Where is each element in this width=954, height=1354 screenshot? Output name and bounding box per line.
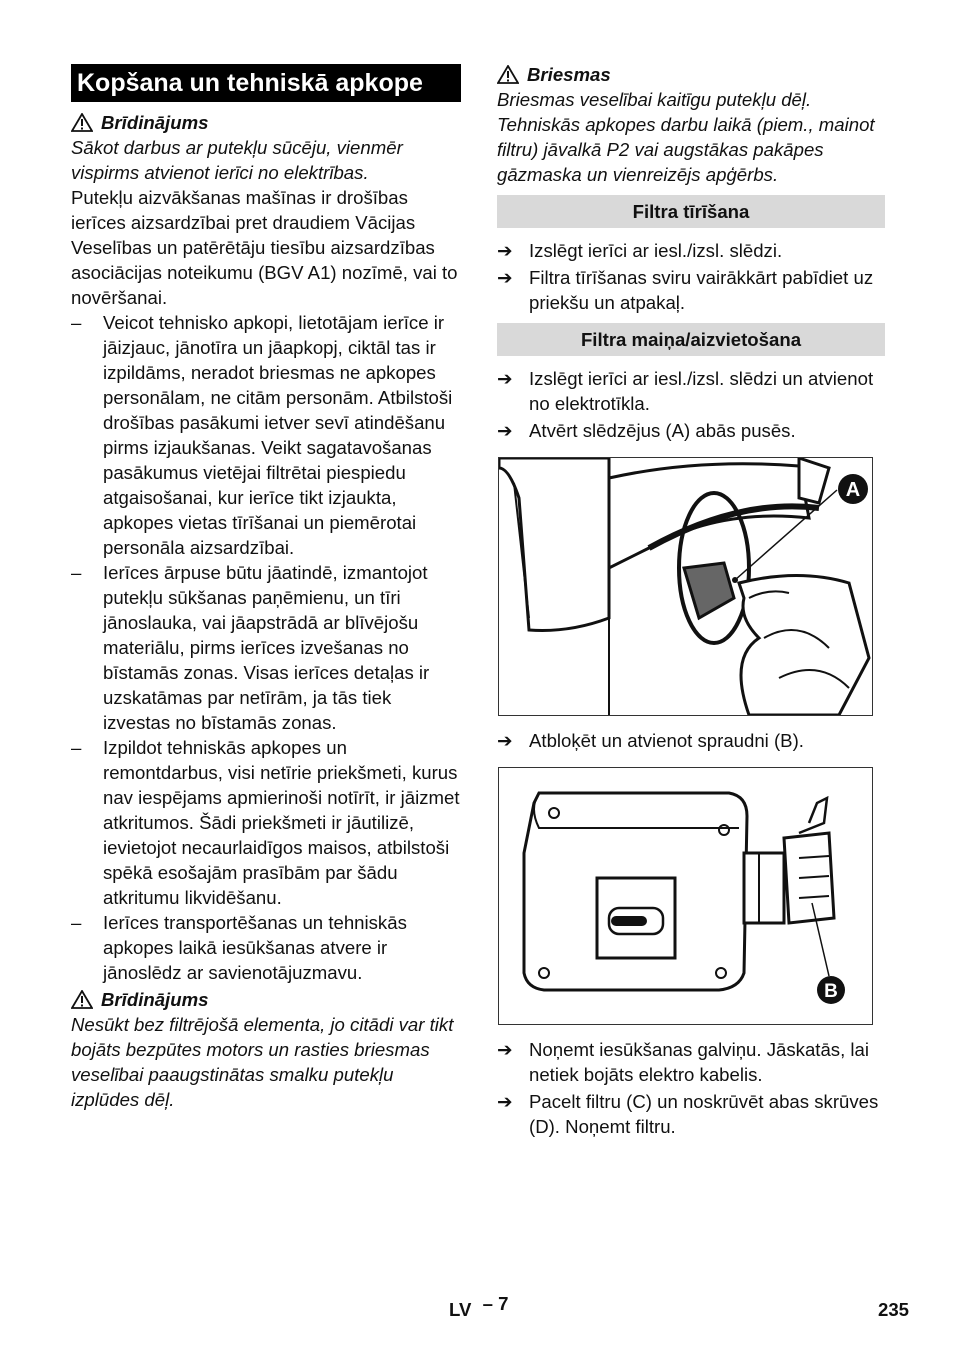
- step-item: [497, 238, 885, 263]
- arrow-icon: ➔: [497, 730, 513, 751]
- latch-illustration: [499, 458, 872, 715]
- step-text: Filtra tīrīšanas sviru vairākkārt pabīdiet uz priekšu un atpakaļ.: [529, 267, 874, 313]
- step-item: [497, 366, 885, 416]
- dash-bullet: –: [71, 562, 82, 583]
- dash-bullet: –: [71, 912, 82, 933]
- arrow-icon: ➔: [497, 368, 513, 389]
- footer-page-ref: – 7: [482, 1293, 509, 1314]
- step-item: [497, 265, 885, 315]
- subheading-filter-replacement: Filtra maiņa/aizvietošana: [497, 323, 885, 356]
- section-title: Kopšana un tehniskā apkope: [71, 64, 461, 102]
- warning-label: Brīdinājums: [101, 112, 209, 133]
- danger-label: Briesmas: [527, 64, 611, 85]
- step-item: [497, 1089, 885, 1139]
- danger-heading: [497, 62, 885, 87]
- arrow-icon: ➔: [497, 267, 513, 288]
- warning-triangle-icon: [71, 990, 93, 1009]
- dash-bullet: –: [71, 737, 82, 758]
- list-item: [71, 310, 461, 560]
- step-text: Izslēgt ierīci ar iesl./izsl. slēdzi.: [529, 240, 783, 261]
- list-item-text: Veicot tehnisko apkopi, lietotājam ierīce ir jāizjauc, jānotīra un jāapkopj, ciktāl tas ir izpildāms, neradot briesmas ne apkopes personālam, ne citām personām. Atbilstoši drošības pasākumi ietver sevī atindēšanu pirms izjaukšanas. Veikt sagatavošanas pasākumus vietējai filtrētai piespiedu atgaisošanai, kur ierīce tikt izjaukta, apkopes vietas tīrīšanai un piemērotai personāla aizsardzībai.: [103, 312, 453, 558]
- callout-label-b: B: [824, 981, 838, 1002]
- step-text: Atvērt slēdzējus (A) abās pusēs.: [529, 420, 796, 441]
- arrow-icon: ➔: [497, 420, 513, 441]
- danger-text: Briesmas veselībai kaitīgu putekļu dēļ. Tehniskās apkopes darbu laikā (piem., mainot filtru) jāvalkā P2 vai augstākas pakāpes gāzmaska un vienreizējs apģērbs.: [497, 89, 875, 185]
- arrow-icon: ➔: [497, 1039, 513, 1060]
- right-column: [497, 60, 885, 1141]
- footer-lang-code: LV: [449, 1299, 472, 1320]
- arrow-icon: ➔: [497, 240, 513, 261]
- warning-text: Sākot darbus ar putekļu sūcēju, vienmēr vispirms atvienot ierīci no elektrības.: [71, 137, 403, 183]
- list-item-text: Izpildot tehniskās apkopes un remontdarbus, visi netīrie priekšmeti, kurus nav iespējams apmierinoši notīrīt, ir jāizmet atkritumos. Šādi priekšmeti ir jāutilizē, ievietojot necaurlaidīgos maisos, atbilstoši spēkā esošajām prasībām par šādu atkritumu likvidēšanu.: [103, 737, 460, 908]
- warning-heading-1: [71, 110, 461, 135]
- subheading-filter-cleaning: Filtra tīrīšana: [497, 195, 885, 228]
- step-text: Pacelt filtru (C) un noskrūvēt abas skrūves (D). Noņemt filtru.: [529, 1091, 879, 1137]
- list-item-text: Ierīces transportēšanas un tehniskās apkopes laikā iesūkšanas atvere ir jānoslēdz ar savienotājuzmavu.: [103, 912, 407, 983]
- step-item: [497, 418, 885, 443]
- warning-heading-2: [71, 987, 461, 1012]
- warning-label: Brīdinājums: [101, 989, 209, 1010]
- step-text: Izslēgt ierīci ar iesl./izsl. slēdzi un atvienot no elektrotīkla.: [529, 368, 874, 414]
- list-item: [71, 735, 461, 910]
- step-item: [497, 1037, 885, 1087]
- plug-illustration: [499, 768, 872, 1024]
- footer-page-number: 235: [878, 1299, 910, 1320]
- footer-language: [449, 1293, 509, 1322]
- callout-label-a: A: [845, 479, 861, 501]
- step-text: Atbloķēt un atvienot spraudni (B).: [529, 730, 804, 751]
- warning-text: Nesūkt bez filtrējošā elementa, jo citādi var tikt bojāts bezpūtes motors un rasties briesmas veselībai paaugstinātas smalku putekļu izplūdes dēļ.: [71, 1014, 454, 1110]
- intro-paragraph: Putekļu aizvākšanas mašīnas ir drošības ierīces aizsardzībai pret draudiem Vācijas Veselības un patērētāju tiesību aizsardzības asociācijas noteikumu (BGV A1) nozīmē, vai to novēršanai.: [71, 187, 458, 308]
- step-text: Noņemt iesūkšanas galviņu. Jāskatās, lai netiek bojāts elektro kabelis.: [529, 1039, 870, 1085]
- list-item: [71, 910, 461, 985]
- figure-latch-a: [498, 457, 873, 716]
- warning-triangle-icon: [71, 113, 93, 132]
- left-column: [71, 60, 461, 1112]
- list-item: [71, 560, 461, 735]
- dash-bullet: –: [71, 312, 82, 333]
- figure-plug-b: [498, 767, 873, 1025]
- arrow-icon: ➔: [497, 1091, 513, 1112]
- warning-triangle-icon: [497, 65, 519, 84]
- list-item-text: Ierīces ārpuse būtu jāatindē, izmantojot putekļu sūkšanas paņēmienu, un tīri jānoslauka, vai jāapstrādā ar blīvējošu materiālu, pirms ierīces izvešanas no bīstamās zonas. Visas ierīces detaļas ir uzskatāmas par netīrām, ja tās tiek izvestas no bīstamās zonas.: [103, 562, 430, 733]
- step-item: [497, 728, 885, 753]
